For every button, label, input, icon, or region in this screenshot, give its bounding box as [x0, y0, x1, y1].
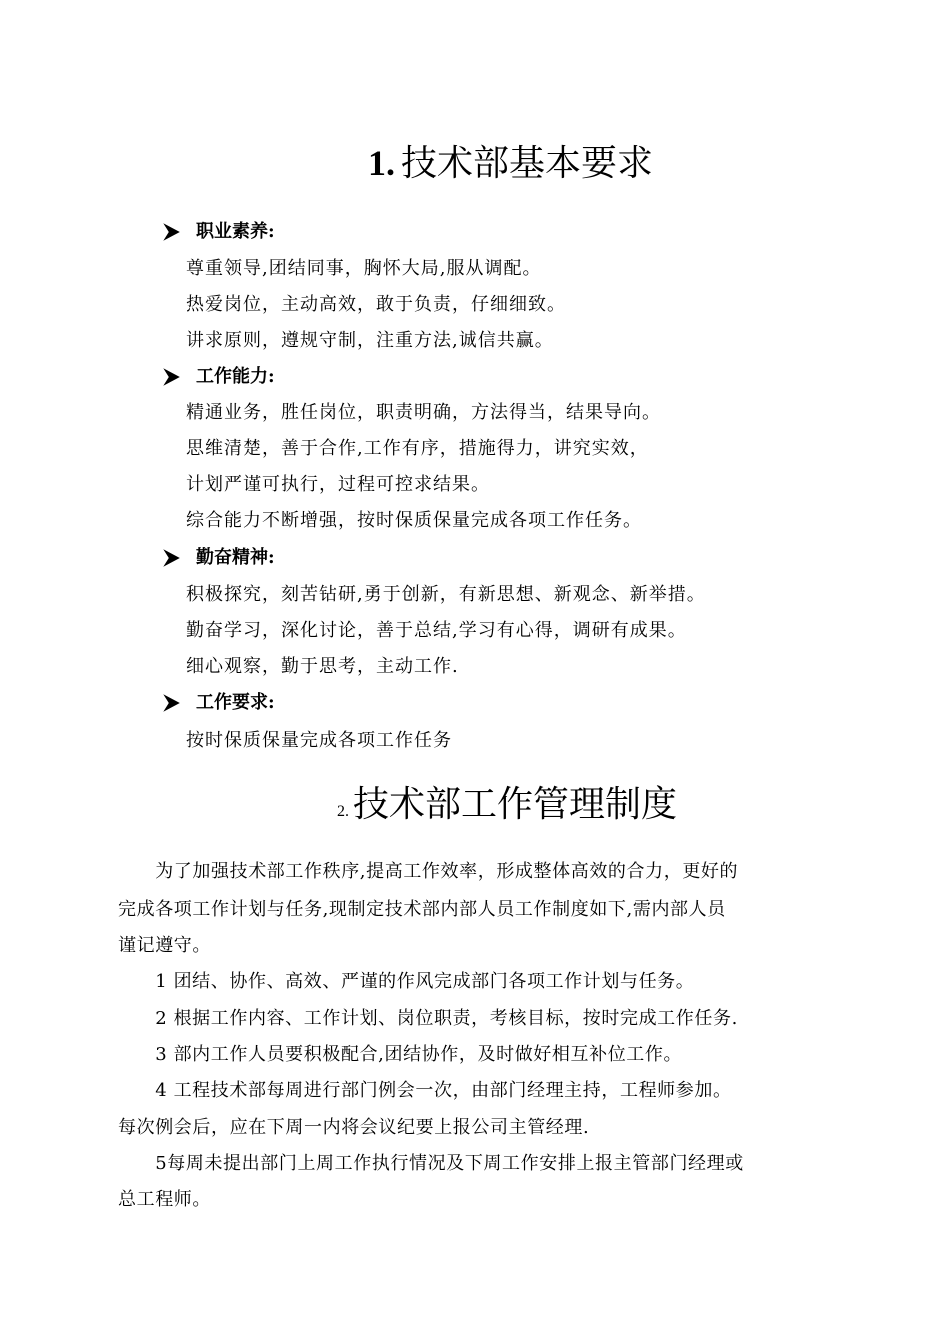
arrow-bullet-icon — [160, 221, 182, 243]
body-line: 计划严谨可执行，过程可控求结果。 — [186, 474, 490, 495]
paragraph-line: 4 工程技术部每周进行部门例会一次，由部门经理主持，工程师参加。 — [118, 1080, 732, 1101]
section1-title: 技术部基本要求 — [401, 143, 654, 184]
section1-number: 1. — [368, 143, 395, 183]
paragraph-line: 5每周未提出部门上周工作执行情况及下周工作安排上报主管部门经理或 — [118, 1153, 744, 1174]
group-heading-label: 勤奋精神: — [196, 547, 275, 568]
arrow-bullet-icon — [160, 547, 182, 569]
section2-heading — [337, 780, 677, 830]
paragraph-line: 为了加强技术部工作秩序,提高工作效率，形成整体高效的合力，更好的 — [118, 861, 739, 882]
body-line: 积极探究，刻苦钻研,勇于创新，有新思想、新观念、新举措。 — [186, 584, 706, 605]
body-line: 综合能力不断增强，按时保质保量完成各项工作任务。 — [186, 510, 642, 531]
group-heading-label: 职业素养: — [196, 221, 275, 242]
body-line: 细心观察，勤于思考，主动工作. — [186, 656, 459, 677]
paragraph-line: 1 团结、协作、高效、严谨的作风完成部门各项工作计划与任务。 — [118, 971, 695, 992]
body-line: 热爱岗位，主动高效，敢于负责，仔细细致。 — [186, 294, 566, 315]
body-line: 勤奋学习，深化讨论，善于总结,学习有心得，调研有成果。 — [186, 620, 687, 641]
paragraph-line: 2 根据工作内容、工作计划、岗位职责，考核目标，按时完成工作任务. — [118, 1008, 738, 1029]
section2-title: 技术部工作管理制度 — [353, 784, 678, 825]
group-heading-ability — [160, 362, 275, 392]
paragraph-line: 每次例会后，应在下周一内将会议纪要上报公司主管经理. — [118, 1117, 590, 1138]
arrow-bullet-icon — [160, 692, 182, 714]
group-heading-requirements — [160, 688, 275, 718]
body-line: 思维清楚，善于合作,工作有序，措施得力，讲究实效， — [186, 438, 649, 459]
group-heading-professional — [160, 217, 275, 247]
body-line: 精通业务，胜任岗位，职责明确，方法得当，结果导向。 — [186, 402, 661, 423]
paragraph-line: 3 部内工作人员要积极配合,团结协作，及时做好相互补位工作。 — [118, 1044, 683, 1065]
body-line: 按时保质保量完成各项工作任务 — [186, 730, 452, 751]
paragraph-line: 谨记遵守。 — [118, 935, 211, 956]
group-heading-diligence — [160, 543, 275, 573]
group-heading-label: 工作能力: — [196, 366, 275, 387]
section1-heading — [368, 138, 653, 188]
arrow-bullet-icon — [160, 366, 182, 388]
paragraph-line: 完成各项工作计划与任务,现制定技术部内部人员工作制度如下,需内部人员 — [118, 899, 726, 920]
body-line: 讲求原则，遵规守制，注重方法,诚信共赢。 — [186, 330, 554, 351]
group-heading-label: 工作要求: — [196, 692, 275, 713]
section2-number: 2. — [337, 803, 349, 820]
paragraph-line: 总工程师。 — [118, 1189, 211, 1210]
body-line: 尊重领导,团结同事，胸怀大局,服从调配。 — [186, 258, 542, 279]
